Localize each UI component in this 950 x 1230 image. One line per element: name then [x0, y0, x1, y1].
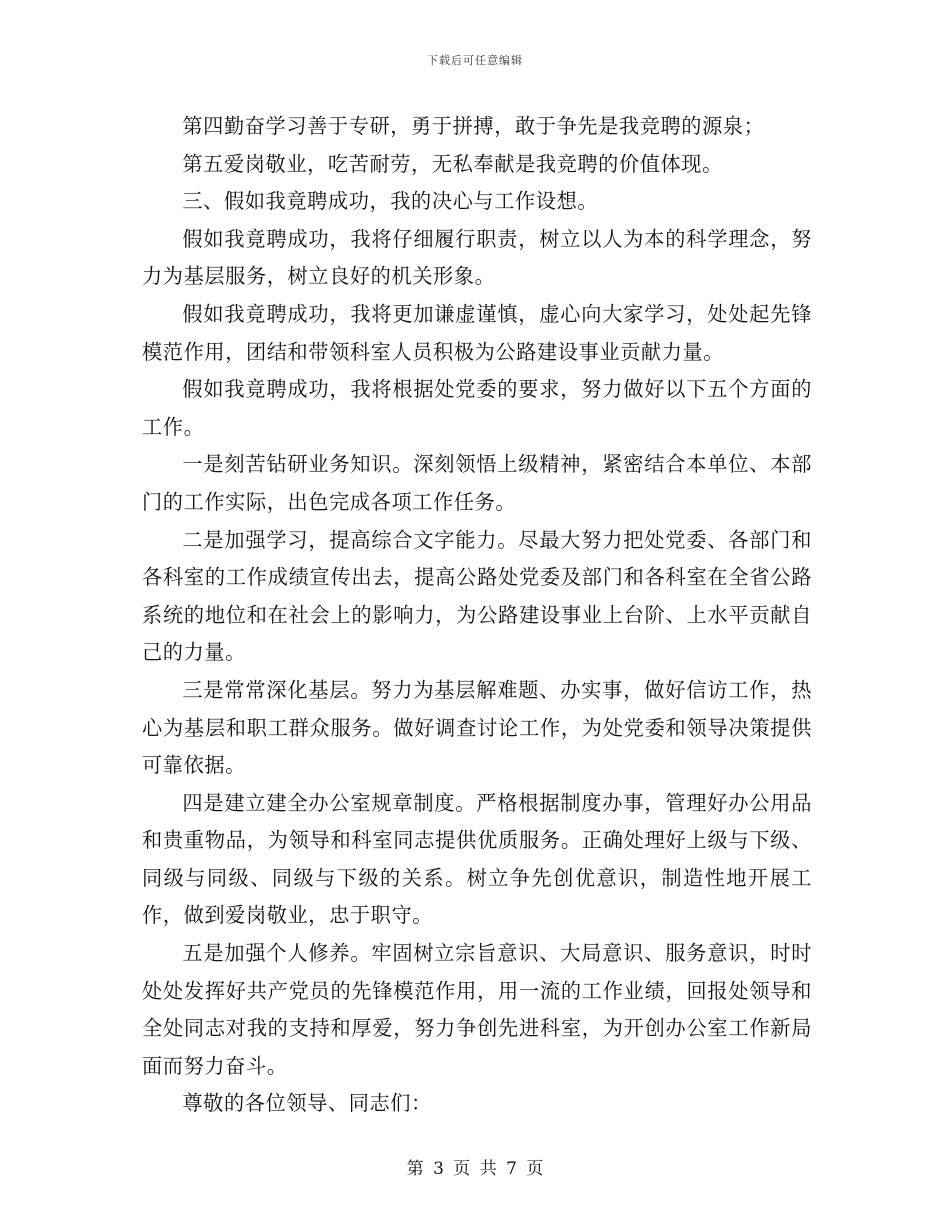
- paragraph: 第四勤奋学习善于专研，勇于拼搏，敢于争先是我竞聘的源泉；: [182, 114, 765, 138]
- section-heading: 三、假如我竟聘成功，我的决心与工作设想。: [182, 189, 599, 214]
- paragraph: 假如我竟聘成功，我将更加谦虚谨慎，虚心向大家学习，处处起先锋模范作用，团结和带领科室人员积极为公路建设事业贡献力量。: [142, 301, 812, 364]
- page-header: 下载后可任意编辑: [427, 54, 523, 67]
- document-body: [142, 108, 812, 1123]
- paragraph: 假如我竟聘成功，我将仔细履行职责，树立以人为本的科学理念，努力为基层服务，树立良好的机关形象。: [142, 226, 812, 289]
- paragraph: 五是加强个人修养。牢固树立宗旨意识、大局意识、服务意识，时时处处发挥好共产党员的先锋模范作用，用一流的工作业绩，回报处领导和全处同志对我的支持和厚爱，努力争创先进科室，为开创办公室工作新局面而努力奋斗。: [142, 941, 812, 1078]
- paragraph: 二是加强学习，提高综合文字能力。尽最大努力把处党委、各部门和各科室的工作成绩宣传出去，提高公路处党委及部门和各科室在全省公路系统的地位和在社会上的影响力，为公路建设事业上台阶、上水平贡献自己的力量。: [142, 527, 812, 665]
- page-number-footer: 第 3 页 共 7 页: [406, 1159, 544, 1179]
- paragraph: 三是常常深化基层。努力为基层解难题、办实事，做好信访工作，热心为基层和职工群众服务。做好调查讨论工作，为处党委和领导决策提供可靠依据。: [142, 677, 812, 778]
- paragraph: 第五爱岗敬业，吃苦耐劳，无私奉献是我竞聘的价值体现。: [182, 151, 723, 176]
- salutation: 尊敬的各位领导、同志们：: [182, 1091, 432, 1116]
- paragraph: 一是刻苦钻研业务知识。深刻领悟上级精神，紧密结合本单位、本部门的工作实际，出色完成各项工作任务。: [142, 452, 812, 514]
- paragraph: 假如我竟聘成功，我将根据处党委的要求，努力做好以下五个方面的工作。: [142, 377, 812, 439]
- paragraph: 四是建立建全办公室规章制度。严格根据制度办事，管理好办公用品和贵重物品，为领导和科室同志提供优质服务。正确处理好上级与下级、同级与同级、同级与下级的关系。树立争先创优意识，制造性地开展工作，做到爱岗敬业，忠于职守。: [142, 790, 812, 928]
